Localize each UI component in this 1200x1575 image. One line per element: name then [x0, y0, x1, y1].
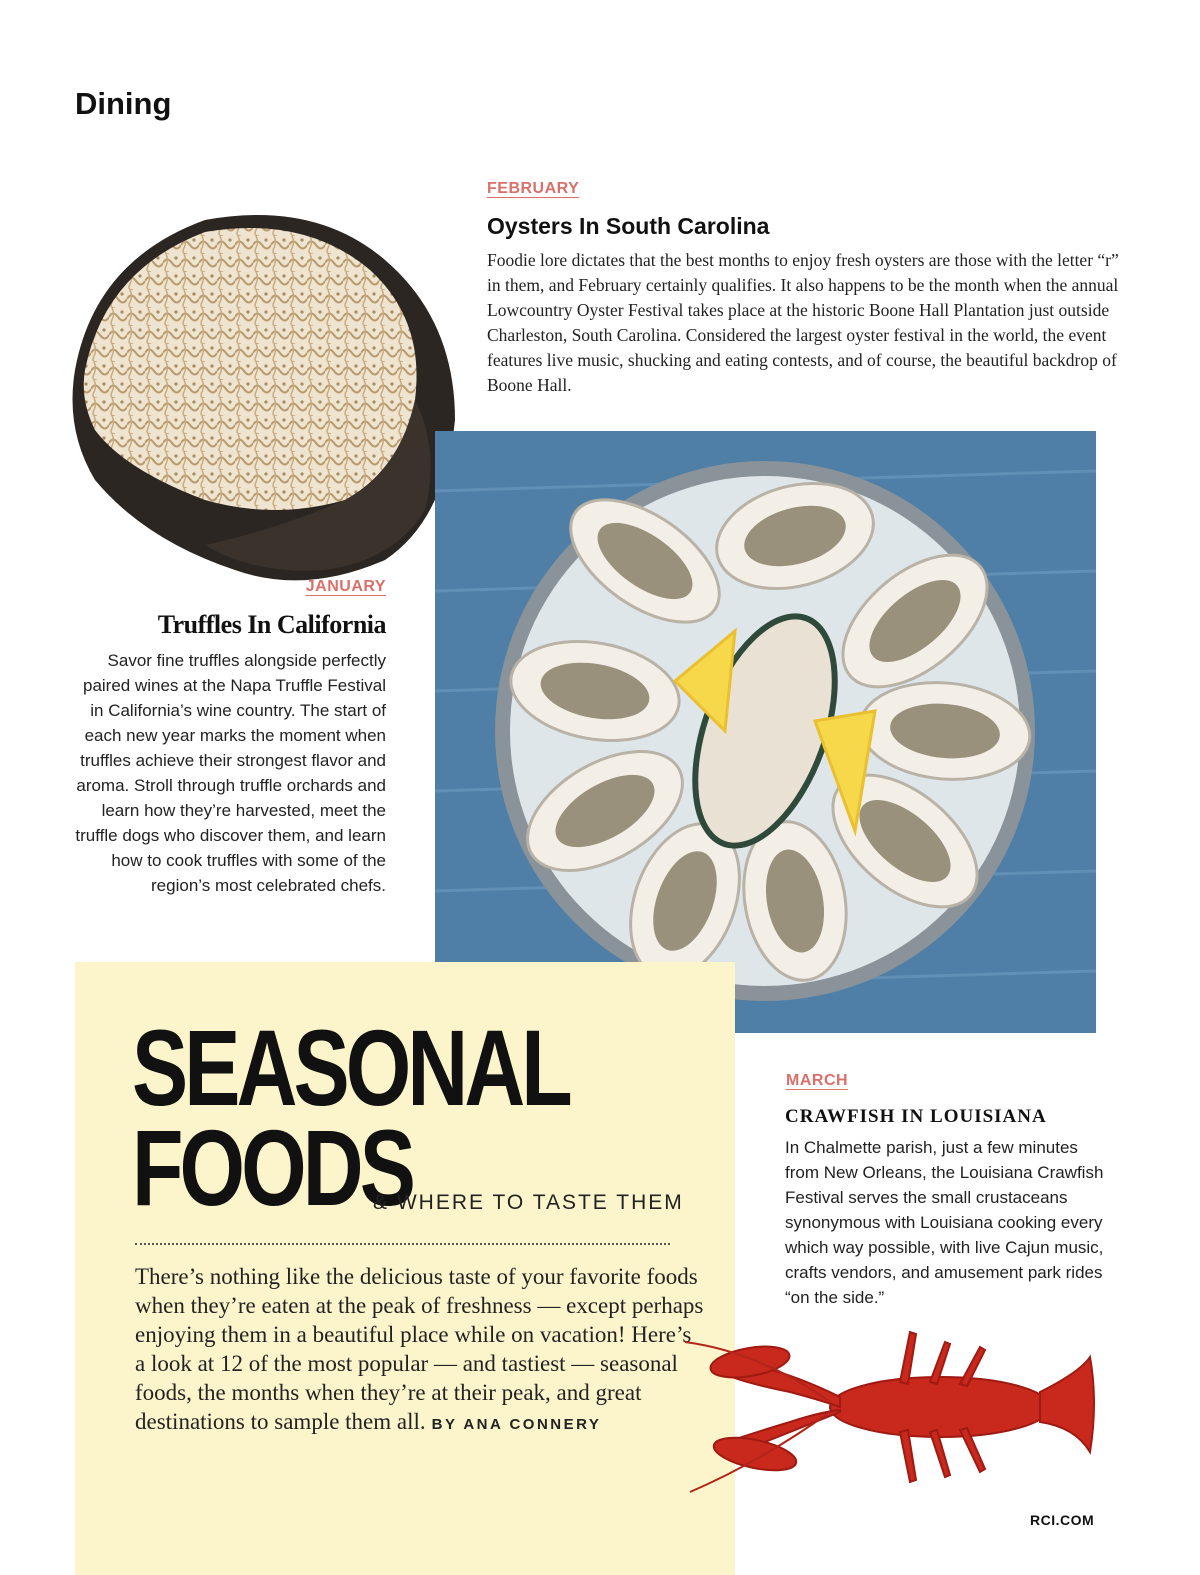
- march-title: CRAWFISH IN LOUISIANA: [785, 1106, 1047, 1127]
- dotted-divider: [135, 1243, 670, 1245]
- feature-subhead: & WHERE TO TASTE THEM: [373, 1191, 684, 1214]
- feature-intro-text: There’s nothing like the delicious taste of your favorite foods when they’re eaten at the peak of freshness — except perhaps enjoying them in a beautiful place while on vacation! Here’s a look at 12 of the most popular — and tastiest — seasonal foods, the months when they’re at their peak, and great destinations to sample them all.: [135, 1264, 704, 1434]
- march-month-label: MARCH: [786, 1072, 849, 1089]
- truffle-photo: [55, 200, 475, 600]
- feature-intro: [135, 1262, 705, 1439]
- february-title: Oysters In South Carolina: [487, 213, 770, 239]
- feature-headline-line1: SEASONAL: [132, 1007, 569, 1128]
- footer-site: RCI.COM: [1030, 1512, 1095, 1528]
- feature-headline-line2: FOODS: [132, 1107, 413, 1228]
- january-body: Savor fine truffles alongside perfectly paired wines at the Napa Truffle Festival in California’s wine country. The start of each new year marks the moment when truffles achieve their strongest flavor and aroma. Stroll through truffle orchards and learn how they’re harvested, meet the truffle dogs who discover them, and learn how to cook truffles with some of the region’s most celebrated chefs.: [75, 651, 386, 895]
- crawfish-photo: [680, 1312, 1100, 1512]
- march-body: In Chalmette parish, just a few minutes from New Orleans, the Louisiana Crawfish Festival serves the small crustaceans synonymous with Louisiana cooking every which way possible, with live Cajun music, crafts vendors, and amusement park rides “on the side.”: [785, 1138, 1104, 1307]
- byline: BY ANA CONNERY: [431, 1416, 602, 1433]
- section-label: Dining: [75, 86, 172, 121]
- january-title: Truffles In California: [157, 610, 386, 639]
- february-month-label: FEBRUARY: [487, 180, 580, 197]
- january-month-label: JANUARY: [305, 578, 386, 595]
- february-body: Foodie lore dictates that the best months to enjoy fresh oysters are those with the letter “r” in them, and February certainly qualifies. It also happens to be the month when the annual Lowcountry Oyster Festival takes place at the historic Boone Hall Plantation just outside Charleston, South Carolina. Considered the largest oyster festival in the world, the event features live music, shucking and eating contests, and of course, the beautiful backdrop of Boone Hall.: [487, 250, 1119, 395]
- oyster-platter-photo: [435, 431, 1096, 1033]
